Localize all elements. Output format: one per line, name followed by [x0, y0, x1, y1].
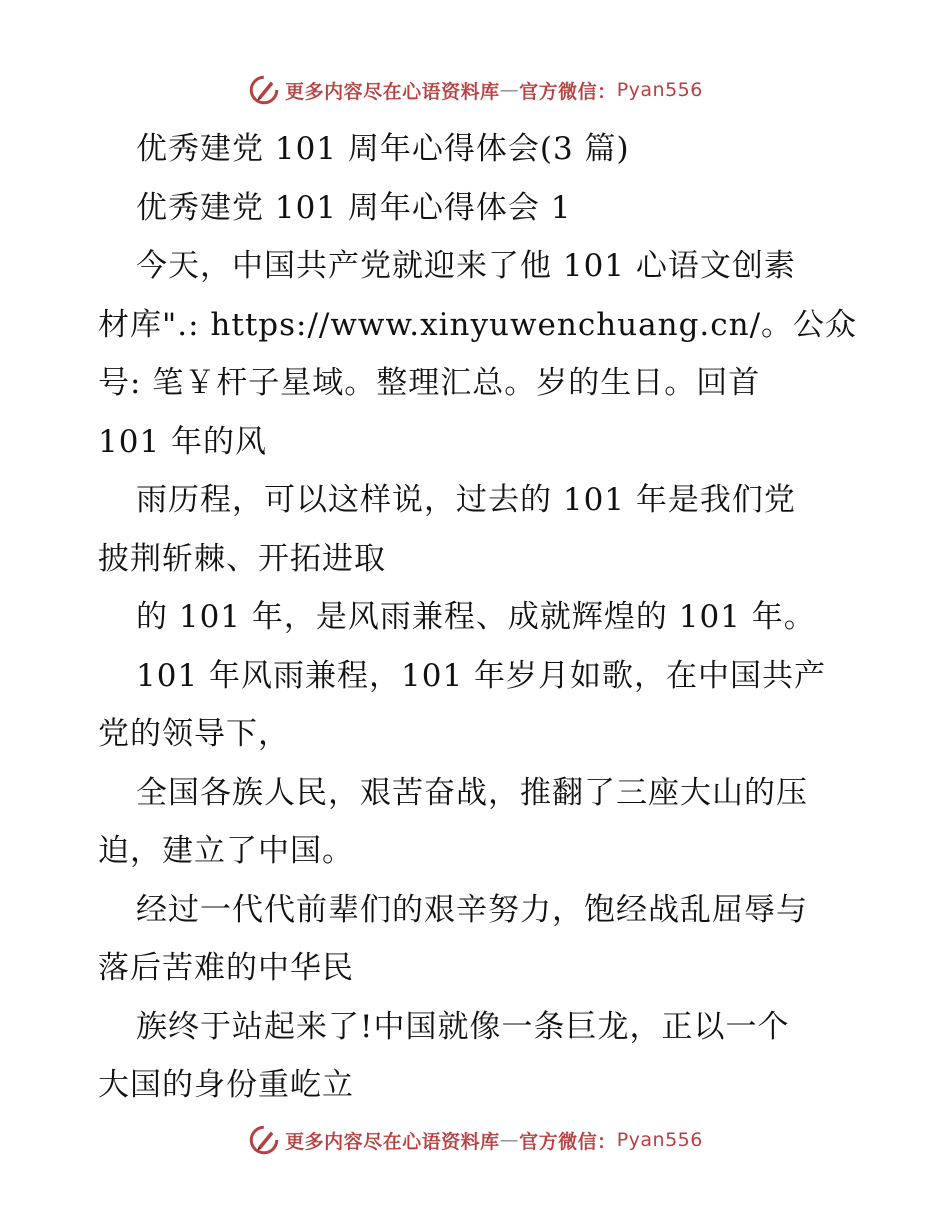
pen-logo-icon: [247, 73, 281, 107]
paragraph-line: 经过一代代前辈们的艰辛努力，饱经战乱屈辱与: [136, 891, 808, 928]
paragraph-line: 今天，中国共产党就迎来了他 101 心语文创素: [136, 248, 796, 284]
document-title: 优秀建党 101 周年心得体会(3 篇): [136, 131, 630, 167]
paragraph-line: 材库".: https://www.xinyuwenchuang.cn/。公众: [98, 306, 858, 343]
banner-wechat-id: Pyan556: [616, 79, 703, 101]
banner-site-text: 更多内容尽在心语资料库: [285, 1130, 500, 1153]
banner-wechat-label: 官方微信：: [519, 1130, 617, 1153]
paragraph-line: 的 101 年，是风雨兼程、成就辉煌的 101 年。: [136, 599, 816, 635]
banner-wechat-label: 官方微信：: [519, 80, 617, 103]
paragraph-line: 101 年的风: [98, 423, 268, 460]
paragraph-line: 号: 笔￥杆子星域。整理汇总。岁的生日。回首: [98, 365, 761, 401]
header-banner: [0, 70, 950, 110]
paragraph-line: 族终于站起来了!中国就像一条巨龙，正以一个: [136, 1008, 790, 1045]
paragraph-line: 落后苦难的中华民: [98, 950, 354, 986]
section-heading: 优秀建党 101 周年心得体会 1: [136, 189, 572, 226]
paragraph-line: 雨历程，可以这样说，过去的 101 年是我们党: [136, 482, 796, 518]
paragraph-line: 迫，建立了中国。: [98, 833, 354, 869]
paragraph-line: 披荆斩棘、开拓进取: [98, 540, 386, 577]
banner-dash: —: [499, 1129, 520, 1151]
banner-site-text: 更多内容尽在心语资料库: [285, 80, 500, 103]
paragraph-line: 党的领导下，: [98, 716, 290, 752]
paragraph-line: 101 年风雨兼程，101 年岁月如歌，在中国共产: [136, 657, 827, 694]
document-body: [98, 120, 858, 1115]
paragraph-line: 全国各族人民，艰苦奋战，推翻了三座大山的压: [136, 774, 808, 811]
banner-wechat-id: Pyan556: [616, 1129, 703, 1151]
pen-logo-icon: [247, 1123, 281, 1157]
paragraph-line: 大国的身份重屹立: [98, 1067, 354, 1103]
banner-dash: —: [499, 79, 520, 101]
footer-banner: [0, 1120, 950, 1160]
